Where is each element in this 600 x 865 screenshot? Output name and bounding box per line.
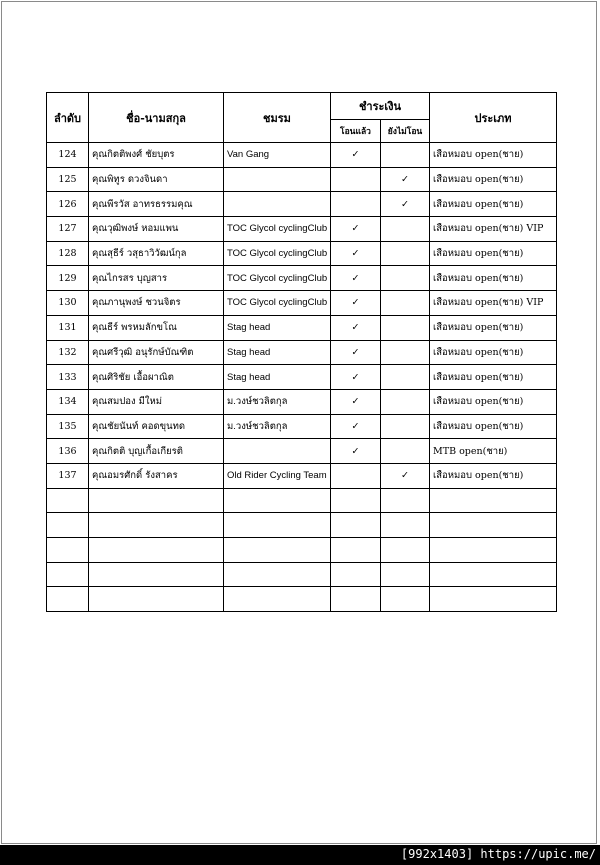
cell-club: TOC Glycol cyclingClub	[224, 217, 331, 242]
table-row	[47, 291, 557, 316]
table-row	[47, 538, 557, 563]
cell-unpaid-check	[381, 340, 430, 365]
cell-club	[224, 587, 331, 612]
cell-seq	[47, 587, 89, 612]
cell-paid-check: ✓	[331, 291, 381, 316]
watermark-bar	[0, 845, 600, 865]
cell-unpaid-check	[381, 291, 430, 316]
cell-paid-check: ✓	[331, 365, 381, 390]
cell-club: Stag head	[224, 340, 331, 365]
cell-paid-check: ✓	[331, 414, 381, 439]
cell-category	[430, 513, 557, 538]
cell-paid-check	[331, 488, 381, 513]
cell-paid-check: ✓	[331, 241, 381, 266]
header-seq: ลำดับ	[47, 93, 89, 143]
cell-paid-check	[331, 538, 381, 563]
cell-club: Old Rider Cycling Team	[224, 463, 331, 488]
registration-table	[46, 92, 557, 612]
table-row	[47, 414, 557, 439]
cell-name: คุณกิตติ บุญเกื้อเกียรติ	[89, 439, 224, 464]
cell-paid-check	[331, 587, 381, 612]
cell-seq	[47, 513, 89, 538]
table-row	[47, 192, 557, 217]
table-row	[47, 143, 557, 168]
table-row	[47, 266, 557, 291]
cell-club: ม.วงษ์ชวลิตกุล	[224, 389, 331, 414]
header-club: ชมรม	[224, 93, 331, 143]
cell-name: คุณพิทูร ดวงจินดา	[89, 167, 224, 192]
table-row	[47, 463, 557, 488]
cell-unpaid-check	[381, 389, 430, 414]
cell-name: คุณวุฒิพงษ์ หอมแพน	[89, 217, 224, 242]
table-row	[47, 365, 557, 390]
cell-club	[224, 513, 331, 538]
cell-paid-check	[331, 167, 381, 192]
header-unpaid: ยังไม่โอน	[381, 120, 430, 143]
cell-name: คุณสมปอง มีใหม่	[89, 389, 224, 414]
header-name: ชื่อ-นามสกุล	[89, 93, 224, 143]
cell-unpaid-check	[381, 315, 430, 340]
cell-club	[224, 538, 331, 563]
cell-category: เสือหมอบ open(ชาย)	[430, 315, 557, 340]
cell-club: TOC Glycol cyclingClub	[224, 241, 331, 266]
cell-unpaid-check	[381, 266, 430, 291]
cell-unpaid-check	[381, 217, 430, 242]
cell-seq: 127	[47, 217, 89, 242]
cell-club: TOC Glycol cyclingClub	[224, 266, 331, 291]
cell-category	[430, 587, 557, 612]
cell-category: เสือหมอบ open(ชาย)	[430, 266, 557, 291]
cell-unpaid-check	[381, 241, 430, 266]
cell-category: เสือหมอบ open(ชาย) VIP	[430, 217, 557, 242]
cell-paid-check	[331, 463, 381, 488]
table-row	[47, 488, 557, 513]
cell-club: TOC Glycol cyclingClub	[224, 291, 331, 316]
cell-club	[224, 439, 331, 464]
table-row	[47, 439, 557, 464]
cell-name: คุณธีร์ พรหมลักขโณ	[89, 315, 224, 340]
cell-club	[224, 192, 331, 217]
cell-paid-check: ✓	[331, 315, 381, 340]
cell-unpaid-check: ✓	[381, 167, 430, 192]
header-paid: โอนแล้ว	[331, 120, 381, 143]
cell-unpaid-check	[381, 365, 430, 390]
cell-unpaid-check	[381, 414, 430, 439]
cell-paid-check: ✓	[331, 143, 381, 168]
cell-category: เสือหมอบ open(ชาย)	[430, 414, 557, 439]
cell-club	[224, 167, 331, 192]
cell-seq: 125	[47, 167, 89, 192]
header-row	[47, 93, 557, 120]
cell-name	[89, 513, 224, 538]
watermark-text: [992x1403] https://upic.me/	[400, 847, 596, 861]
table-row	[47, 217, 557, 242]
cell-category: เสือหมอบ open(ชาย)	[430, 192, 557, 217]
table-row	[47, 315, 557, 340]
cell-club	[224, 562, 331, 587]
cell-seq	[47, 562, 89, 587]
cell-club: Stag head	[224, 365, 331, 390]
cell-unpaid-check	[381, 538, 430, 563]
cell-name: คุณสุธีร์ วสุธาวิวัฒน์กุล	[89, 241, 224, 266]
cell-club: ม.วงษ์ชวลิตกุล	[224, 414, 331, 439]
cell-seq: 137	[47, 463, 89, 488]
cell-name	[89, 488, 224, 513]
cell-category	[430, 562, 557, 587]
cell-seq: 129	[47, 266, 89, 291]
cell-name: คุณชัยนันท์ คอดขุนทด	[89, 414, 224, 439]
cell-unpaid-check	[381, 143, 430, 168]
cell-seq: 130	[47, 291, 89, 316]
cell-seq: 126	[47, 192, 89, 217]
cell-category: เสือหมอบ open(ชาย) VIP	[430, 291, 557, 316]
cell-club: Stag head	[224, 315, 331, 340]
cell-seq: 136	[47, 439, 89, 464]
cell-paid-check: ✓	[331, 217, 381, 242]
cell-seq: 133	[47, 365, 89, 390]
cell-category	[430, 488, 557, 513]
cell-seq: 135	[47, 414, 89, 439]
cell-category: เสือหมอบ open(ชาย)	[430, 463, 557, 488]
cell-unpaid-check	[381, 439, 430, 464]
header-payment: ชำระเงิน	[331, 93, 430, 120]
cell-name	[89, 538, 224, 563]
header-category: ประเภท	[430, 93, 557, 143]
cell-paid-check	[331, 513, 381, 538]
cell-paid-check: ✓	[331, 389, 381, 414]
cell-seq	[47, 538, 89, 563]
table-row	[47, 340, 557, 365]
cell-club: Van Gang	[224, 143, 331, 168]
cell-name: คุณอมรศักดิ์ รังสาคร	[89, 463, 224, 488]
cell-category: เสือหมอบ open(ชาย)	[430, 241, 557, 266]
table-row	[47, 389, 557, 414]
cell-unpaid-check	[381, 587, 430, 612]
cell-category: เสือหมอบ open(ชาย)	[430, 389, 557, 414]
cell-paid-check: ✓	[331, 340, 381, 365]
table-row	[47, 167, 557, 192]
cell-unpaid-check	[381, 513, 430, 538]
cell-paid-check	[331, 192, 381, 217]
cell-name: คุณกิตติพงศ์ ชัยบุตร	[89, 143, 224, 168]
cell-unpaid-check: ✓	[381, 463, 430, 488]
cell-category: เสือหมอบ open(ชาย)	[430, 167, 557, 192]
cell-paid-check: ✓	[331, 266, 381, 291]
cell-seq: 132	[47, 340, 89, 365]
cell-category: เสือหมอบ open(ชาย)	[430, 340, 557, 365]
cell-seq	[47, 488, 89, 513]
cell-name: คุณศิริชัย เอื้อผาณิต	[89, 365, 224, 390]
cell-name: คุณพีรวัส อาทรธรรมคุณ	[89, 192, 224, 217]
cell-seq: 128	[47, 241, 89, 266]
cell-seq: 124	[47, 143, 89, 168]
cell-seq: 131	[47, 315, 89, 340]
cell-category: เสือหมอบ open(ชาย)	[430, 365, 557, 390]
cell-unpaid-check	[381, 562, 430, 587]
table-row	[47, 241, 557, 266]
cell-seq: 134	[47, 389, 89, 414]
table-row	[47, 587, 557, 612]
cell-name: คุณไกรสร บุญสาร	[89, 266, 224, 291]
cell-category: เสือหมอบ open(ชาย)	[430, 143, 557, 168]
cell-club	[224, 488, 331, 513]
cell-category: MTB open(ชาย)	[430, 439, 557, 464]
cell-name	[89, 562, 224, 587]
cell-paid-check	[331, 562, 381, 587]
table-row	[47, 562, 557, 587]
cell-unpaid-check: ✓	[381, 192, 430, 217]
table-row	[47, 513, 557, 538]
cell-category	[430, 538, 557, 563]
cell-unpaid-check	[381, 488, 430, 513]
cell-name: คุณศรีวุฒิ อนุรักษ์บัณฑิต	[89, 340, 224, 365]
cell-name: คุณภานุพงษ์ ชวนจิตร	[89, 291, 224, 316]
cell-name	[89, 587, 224, 612]
cell-paid-check: ✓	[331, 439, 381, 464]
